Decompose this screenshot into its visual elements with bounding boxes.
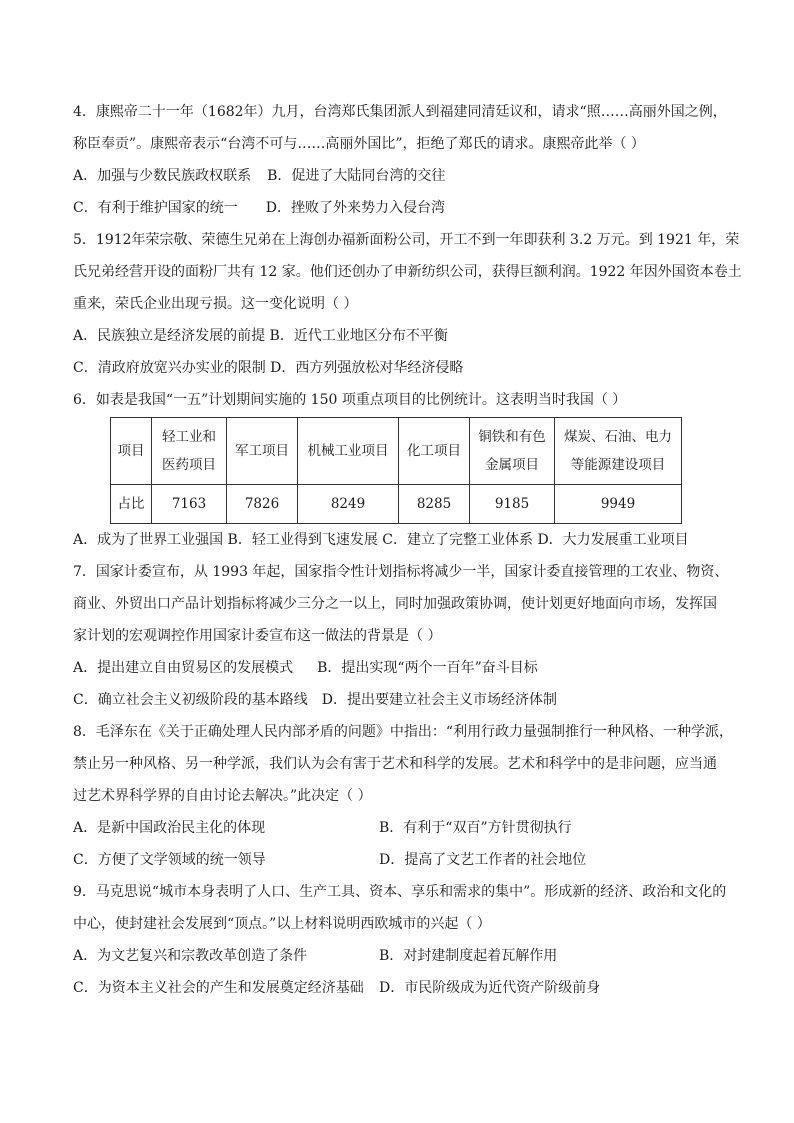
q6-value-label: 占比 xyxy=(111,485,152,524)
q4-options-row-2 xyxy=(73,192,728,224)
q6-value-cell: 7826 xyxy=(227,485,298,524)
q9-stem-line-2: 中心，使封建社会发展到“顶点。”以上材料说明西欧城市的兴起（ ） xyxy=(73,916,491,932)
question-9 xyxy=(73,876,728,1004)
q7-stem-line-1: 7．国家计委宣布，从 1993 年起，国家指令性计划指标将减少一半，国家计委直接管理的工农业、物资、 xyxy=(73,564,729,580)
q6-header-machinery: 机械工业项目 xyxy=(298,418,399,485)
q9-options-row-1 xyxy=(73,940,728,972)
q7-option-b[interactable]: B．提出实现“两个一百年”奋斗目标 xyxy=(317,660,538,676)
q6-header-light-industry: 轻工业和 医药项目 xyxy=(152,418,227,485)
q7-stem-line-2: 商业、外贸出口产品计划指标将减少三分之一以上，同时加强政策协调，使计划更好地面向市场，发挥国 xyxy=(73,596,717,612)
q7-option-a[interactable]: A．提出建立自由贸易区的发展模式 xyxy=(73,660,294,676)
q6-stem: 6．如表是我国“一五”计划期间实施的 150 项重点项目的比例统计。这表明当时我国（ ） xyxy=(73,392,627,408)
q7-options-row-1 xyxy=(73,652,728,684)
q5-stem-line-3: 重来，荣氏企业出现亏损。这一变化说明（ ） xyxy=(73,296,358,312)
question-5 xyxy=(73,224,742,384)
q6-header-military: 军工项目 xyxy=(227,418,298,485)
q6-table-header-row xyxy=(111,418,682,485)
q8-options-row-1 xyxy=(73,812,728,844)
q4-option-b[interactable]: B．促进了大陆同台湾的交往 xyxy=(267,168,446,184)
q8-option-b[interactable]: B．有利于“双百”方针贯彻执行 xyxy=(379,820,572,836)
q8-option-c[interactable]: C．方便了文学领域的统一领导 xyxy=(73,852,266,868)
q8-stem-line-3: 过艺术界科学界的自由讨论去解决。”此决定（ ） xyxy=(73,788,372,804)
q5-stem-line-2: 氏兄弟经营开设的面粉厂共有 12 家。他们还创办了申新纺织公司，获得巨额利润。1922 年因外国资本卷土 xyxy=(73,264,742,280)
q8-stem-line-1: 8．毛泽东在《关于正确处理人民内部矛盾的问题》中指出：“利用行政力量强制推行一种风格、一种学派， xyxy=(73,724,734,740)
q6-options[interactable]: A．成为了世界工业强国 B．轻工业得到飞速发展 C．建立了完整工业体系 D．大力发展重工业项目 xyxy=(73,532,689,548)
q5-options-ab[interactable]: A．民族独立是经济发展的前提 B．近代工业地区分布不平衡 xyxy=(73,328,448,344)
q8-option-a[interactable]: A．是新中国政治民主化的体现 xyxy=(73,820,266,836)
q7-stem-line-3: 家计划的宏观调控作用国家计委宣布这一做法的背景是（ ） xyxy=(73,628,442,644)
q6-value-cell: 9949 xyxy=(555,485,682,524)
q6-value-cell: 8285 xyxy=(399,485,470,524)
q8-stem-line-2: 禁止另一种风格、另一种学派，我们认为会有害于艺术和科学的发展。艺术和科学中的是非问题，应当通 xyxy=(73,756,717,772)
q6-value-cell: 7163 xyxy=(152,485,227,524)
q6-header-chemical: 化工项目 xyxy=(399,418,470,485)
q9-option-b[interactable]: B．对封建制度起着瓦解作用 xyxy=(379,948,558,964)
exam-page xyxy=(73,96,742,1004)
question-7 xyxy=(73,556,728,716)
q9-option-a[interactable]: A．为文艺复兴和宗教改革创造了条件 xyxy=(73,948,308,964)
q4-stem-line-1: 4．康熙帝二十一年（1682年）九月，台湾郑氏集团派人到福建同清廷议和，请求“照……高丽外国之例， xyxy=(73,104,727,120)
q9-options-row-2 xyxy=(73,972,728,1004)
q4-option-a[interactable]: A．加强与少数民族政权联系 xyxy=(73,168,252,184)
q4-stem-line-2: 称臣奉贡”。康熙帝表示“台湾不可与……高丽外国比”，拒绝了郑氏的请求。康熙帝此举（ ） xyxy=(73,136,645,152)
q8-options-row-2 xyxy=(73,844,728,876)
q5-options-cd[interactable]: C．清政府放宽兴办实业的限制 D．西方列强放松对华经济侵略 xyxy=(73,360,464,376)
q4-options-row-1 xyxy=(73,160,728,192)
q5-stem-line-1: 5．1912年荣宗敬、荣德生兄弟在上海创办福新面粉公司，开工不到一年即获利 3.2 万元。到 1921 年，荣 xyxy=(73,232,740,248)
q6-header-metals: 铜铁和有色 金属项目 xyxy=(470,418,555,485)
q9-option-d[interactable]: D．市民阶级成为近代资产阶级前身 xyxy=(379,980,601,996)
q6-header-energy: 煤炭、石油、电力 等能源建设项目 xyxy=(555,418,682,485)
q6-table-value-row xyxy=(111,485,682,524)
q7-options-row-2 xyxy=(73,684,728,716)
q7-option-c[interactable]: C．确立社会主义初级阶段的基本路线 xyxy=(73,692,308,708)
q7-option-d[interactable]: D．提出要建立社会主义市场经济体制 xyxy=(321,692,557,708)
question-6 xyxy=(73,384,728,556)
q4-option-c[interactable]: C．有利于维护国家的统一 xyxy=(73,200,238,216)
q6-ratio-table xyxy=(110,417,682,524)
q9-stem-line-1: 9．马克思说“城市本身表明了人口、生产工具、资本、享乐和需求的集中”。形成新的经济、政治和文化的 xyxy=(73,884,727,900)
q6-value-cell: 9185 xyxy=(470,485,555,524)
question-8 xyxy=(73,716,734,876)
q6-row-header: 项目 xyxy=(111,418,152,485)
q6-value-cell: 8249 xyxy=(298,485,399,524)
q9-option-c[interactable]: C．为资本主义社会的产生和发展奠定经济基础 xyxy=(73,980,364,996)
question-4 xyxy=(73,96,728,224)
q4-option-d[interactable]: D．挫败了外来势力入侵台湾 xyxy=(265,200,445,216)
q8-option-d[interactable]: D．提高了文艺工作者的社会地位 xyxy=(379,852,587,868)
